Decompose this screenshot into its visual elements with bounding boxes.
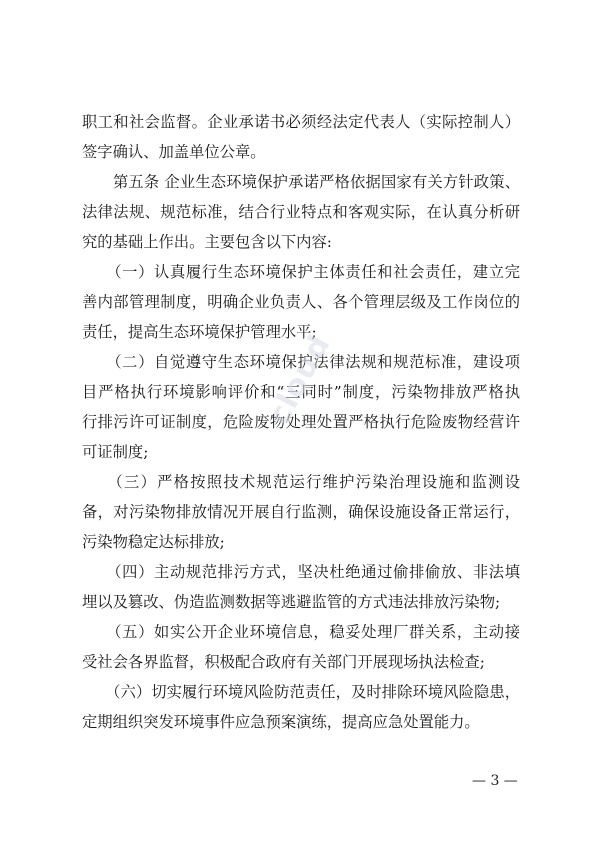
list-item-6-line: 定期组织突发环境事件应急预案演练，提高应急处置能力。 (82, 713, 480, 731)
list-item-5-line: （五）如实公开企业环境信息，稳妥处理厂群关系，主动接 (82, 623, 520, 641)
list-item-3-line: 备，对污染物排放情况开展自行监测，确保设施设备正常运行， (82, 503, 520, 521)
list-item-1-line: （一）认真履行生态环境保护主体责任和社会责任，建立完 (82, 263, 520, 281)
list-item-6-line: （六）切实履行环境风险防范责任，及时排除环境风险隐患， (82, 683, 520, 701)
watermark: cloud (261, 328, 338, 431)
list-item-3-line: （三）严格按照技术规范运行维护污染治理设施和监测设 (82, 473, 520, 491)
article-heading-line: 第五条 企业生态环境保护承诺严格依据国家有关方针政策、 (82, 173, 520, 191)
paragraph-line: 究的基础上作出。主要包含以下内容: (82, 233, 332, 251)
list-item-5-line: 受社会各界监督，积极配合政府有关部门开展现场执法检查; (82, 653, 485, 671)
list-item-4-line: 埋以及篡改、伪造监测数据等逃避监管的方式违法排放污染物; (82, 593, 501, 611)
page-number: — 3 — (472, 773, 518, 789)
list-item-2-line: 目严格执行环境影响评价和“三同时”制度，污染物排放严格执 (82, 383, 520, 401)
paragraph-line: 签字确认、加盖单位公章。 (82, 143, 266, 161)
paragraph-line: 法律法规、规范标准，结合行业特点和客观实际，在认真分析研 (82, 203, 520, 221)
list-item-2-line: 行排污许可证制度，危险废物处理处置严格执行危险废物经营许 (82, 413, 520, 431)
list-item-4-line: （四）主动规范排污方式，坚决杜绝通过偷排偷放、非法填 (82, 563, 520, 581)
list-item-1-line: 善内部管理制度，明确企业负责人、各个管理层级及工作岗位的 (82, 293, 520, 311)
list-item-3-line: 污染物稳定达标排放; (82, 533, 225, 551)
list-item-2-line: （二）自觉遵守生态环境保护法律法规和规范标准，建设项 (82, 353, 520, 371)
list-item-1-line: 责任，提高生态环境保护管理水平; (82, 323, 317, 341)
paragraph-line: 职工和社会监督。企业承诺书必须经法定代表人（实际控制人） (82, 113, 520, 131)
list-item-2-line: 可证制度; (82, 443, 149, 461)
